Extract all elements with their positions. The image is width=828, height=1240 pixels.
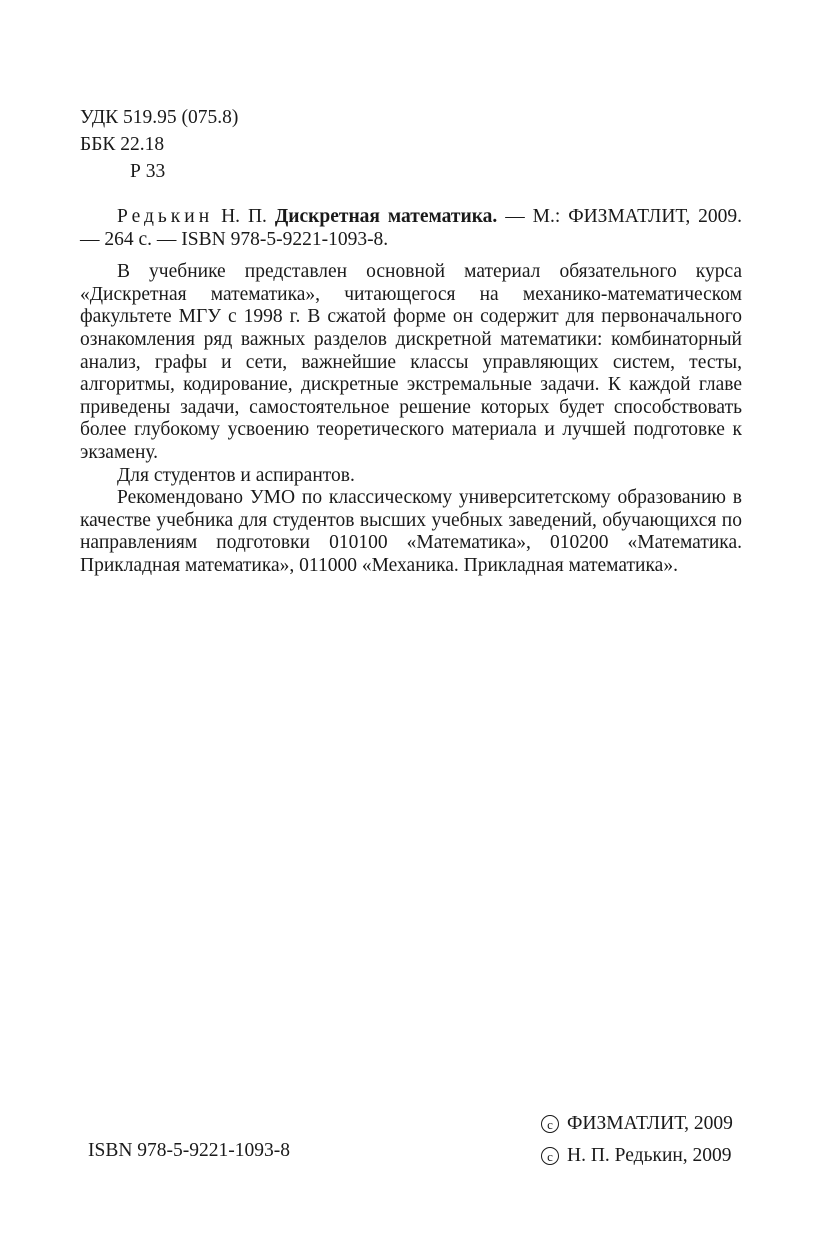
citation-details: 2009. — 264 с. — ISBN 978-5-9221-1093-8. [80, 206, 743, 250]
citation [80, 206, 742, 251]
audience-paragraph: Для студентов и аспирантов. [117, 464, 355, 486]
copyright-holder: Н. П. Редькин, 2009 [567, 1145, 732, 1166]
citation-author: Редькин [117, 206, 214, 227]
author-mark: Р 33 [130, 161, 166, 182]
copyright-holder: ФИЗМАТЛИТ, 2009 [567, 1113, 733, 1134]
copyright-icon: c [541, 1147, 559, 1165]
recommendation-paragraph: Рекомендовано УМО по классическому университетскому образованию в качестве учебника для студентов высших учебных заведений, обучающихся по направлениям подготовки 010100 «Математика», 010200 «Математика. Прикладная математика», 011000 «Механика. Прикладная математика». [80, 487, 742, 576]
abstract-paragraph: В учебнике представлен основной материал обязательного курса «Дискретная математика», читающегося на механико-математическом факультете МГУ с 1998 г. В сжатой форме он содержит для первоначального ознакомления ряд важных разделов дискретной математики: комбинаторный анализ, графы и сети, важнейшие классы управляющих систем, тесты, алгоритмы, кодирование, дискретные экстремальные задачи. К каждой главе приведены задачи, самостоятельное решение которых будет способствовать более глубокому усвоению теоретического материала и лучшей подготовке к экзамену. [80, 261, 742, 463]
copyright-line [541, 1108, 733, 1140]
citation-publisher: — М.: ФИЗМАТЛИТ, [505, 206, 691, 227]
classification-block [80, 104, 238, 185]
citation-title: Дискретная математика. [274, 206, 498, 227]
copyright-icon: c [541, 1115, 559, 1133]
citation-initials: Н. П. [221, 206, 267, 227]
isbn-number: ISBN 978-5-9221-1093-8 [88, 1140, 291, 1161]
copyright-line [541, 1140, 733, 1172]
copyright-block [541, 1108, 733, 1172]
udk-code: УДК 519.95 (075.8) [80, 107, 239, 128]
bbk-code: ББК 22.18 [80, 134, 165, 155]
annotation-block [80, 206, 742, 578]
